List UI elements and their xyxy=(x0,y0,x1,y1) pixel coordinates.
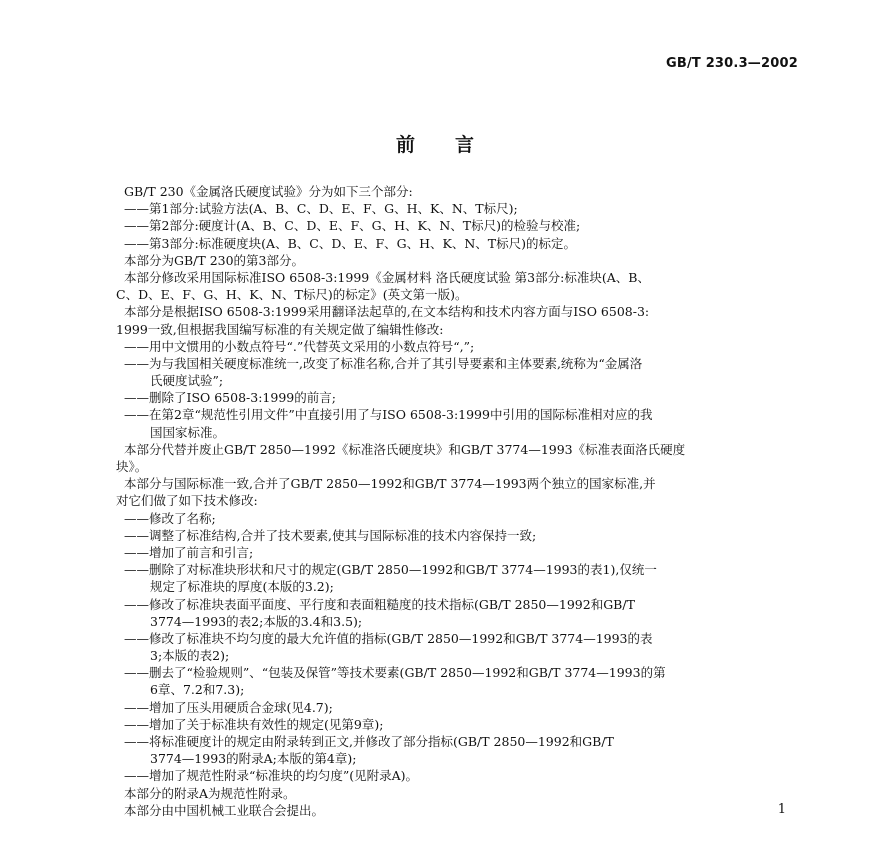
text-line: 3;本版的表2); xyxy=(150,648,230,664)
text-line: 块》。 xyxy=(116,459,148,474)
text-line: 本部分的附录A为规范性附录。 xyxy=(124,785,296,801)
standard-number: GB/T 230.3—2002 xyxy=(665,56,798,71)
text-line: ——增加了规范性附录“标准块的均匀度”(见附录A)。 xyxy=(124,768,419,784)
text-line: ——删除了ISO 6508-3:1999的前言; xyxy=(124,390,336,406)
text-line: ——第2部分:硬度计(A、B、C、D、E、F、G、H、K、N、T标尺)的检验与校准; xyxy=(124,218,581,234)
text-line: 1999一致,但根据我国编写标准的有关规定做了编辑性修改: xyxy=(116,321,444,337)
text-line: ——修改了标准块不均匀度的最大允许值的指标(GB/T 2850—1992和GB/T 3774—1993的表 xyxy=(124,630,653,646)
text-line: ——在第2章“规范性引用文件”中直接引用了与ISO 6508-3:1999中引用的国际标准相对应的我 xyxy=(124,407,653,423)
text-line: ——将标准硬度计的规定由附录转到正文,并修改了部分指标(GB/T 2850—1992和GB/T xyxy=(124,734,614,749)
text-line: 本部分修改采用国际标准ISO 6508-3:1999《金属材料 洛氏硬度试验 第3部分:标准块(A、B、 xyxy=(124,269,650,285)
text-line: 对它们做了如下技术修改: xyxy=(116,493,258,509)
text-line: 本部分是根据ISO 6508-3:1999采用翻译法起草的,在文本结构和技术内容方面与ISO 6508-3: xyxy=(124,304,650,320)
text-line: 3774—1993的表2;本版的3.4和3.5); xyxy=(150,613,363,629)
text-line: 国国家标准。 xyxy=(150,424,226,440)
text-line: 本部分与国际标准一致,合并了GB/T 2850—1992和GB/T 3774—1993两个独立的国家标准,并 xyxy=(124,476,656,492)
text-line: ——调整了标准结构,合并了技术要素,使其与国际标准的技术内容保持一致; xyxy=(124,527,537,543)
text-line: ——用中文惯用的小数点符号“.”代替英文采用的小数点符号“,”; xyxy=(124,338,475,354)
text-line: ——增加了压头用硬质合金球(见4.7); xyxy=(124,699,333,715)
page-title: 前言 xyxy=(395,134,514,156)
page-number: 1 xyxy=(777,802,786,817)
text-line: ——删除了对标准块形状和尺寸的规定(GB/T 2850—1992和GB/T 3774—1993的表1),仅统一 xyxy=(124,562,657,578)
text-line: 本部分为GB/T 230的第3部分。 xyxy=(124,252,305,268)
foreword-body xyxy=(116,183,796,819)
text-line: ——删去了“检验规则”、“包装及保管”等技术要素(GB/T 2850—1992和GB/T 3774—1993的第 xyxy=(124,665,666,681)
text-line: ——第1部分:试验方法(A、B、C、D、E、F、G、H、K、N、T标尺); xyxy=(124,201,518,217)
text-line: C、D、E、F、G、H、K、N、T标尺)的标定》(英文第一版)。 xyxy=(116,287,468,303)
text-line: 6章、7.2和7.3); xyxy=(150,682,245,698)
text-line: ——修改了标准块表面平面度、平行度和表面粗糙度的技术指标(GB/T 2850—1992和GB/T xyxy=(124,596,635,612)
text-line: ——第3部分:标准硬度块(A、B、C、D、E、F、G、H、K、N、T标尺)的标定。 xyxy=(124,235,577,251)
text-line: GB/T 230《金属洛氏硬度试验》分为如下三个部分: xyxy=(124,184,413,199)
text-line: 本部分由中国机械工业联合会提出。 xyxy=(124,802,325,818)
text-line: ——增加了前言和引言; xyxy=(124,544,254,560)
text-line: ——修改了名称; xyxy=(124,510,216,526)
text-line: 3774—1993的附录A;本版的第4章); xyxy=(150,751,357,767)
text-line: 本部分代替并废止GB/T 2850—1992《标准洛氏硬度块》和GB/T 3774—1993《标准表面洛氏硬度 xyxy=(124,441,686,457)
text-line: ——增加了关于标准块有效性的规定(见第9章); xyxy=(124,716,384,732)
text-line: 氏硬度试验”; xyxy=(150,373,224,389)
text-line: ——为与我国相关硬度标准统一,改变了标准名称,合并了其引导要素和主体要素,统称为“金属洛 xyxy=(124,355,643,371)
text-line: 规定了标准块的厚度(本版的3.2); xyxy=(150,579,334,595)
